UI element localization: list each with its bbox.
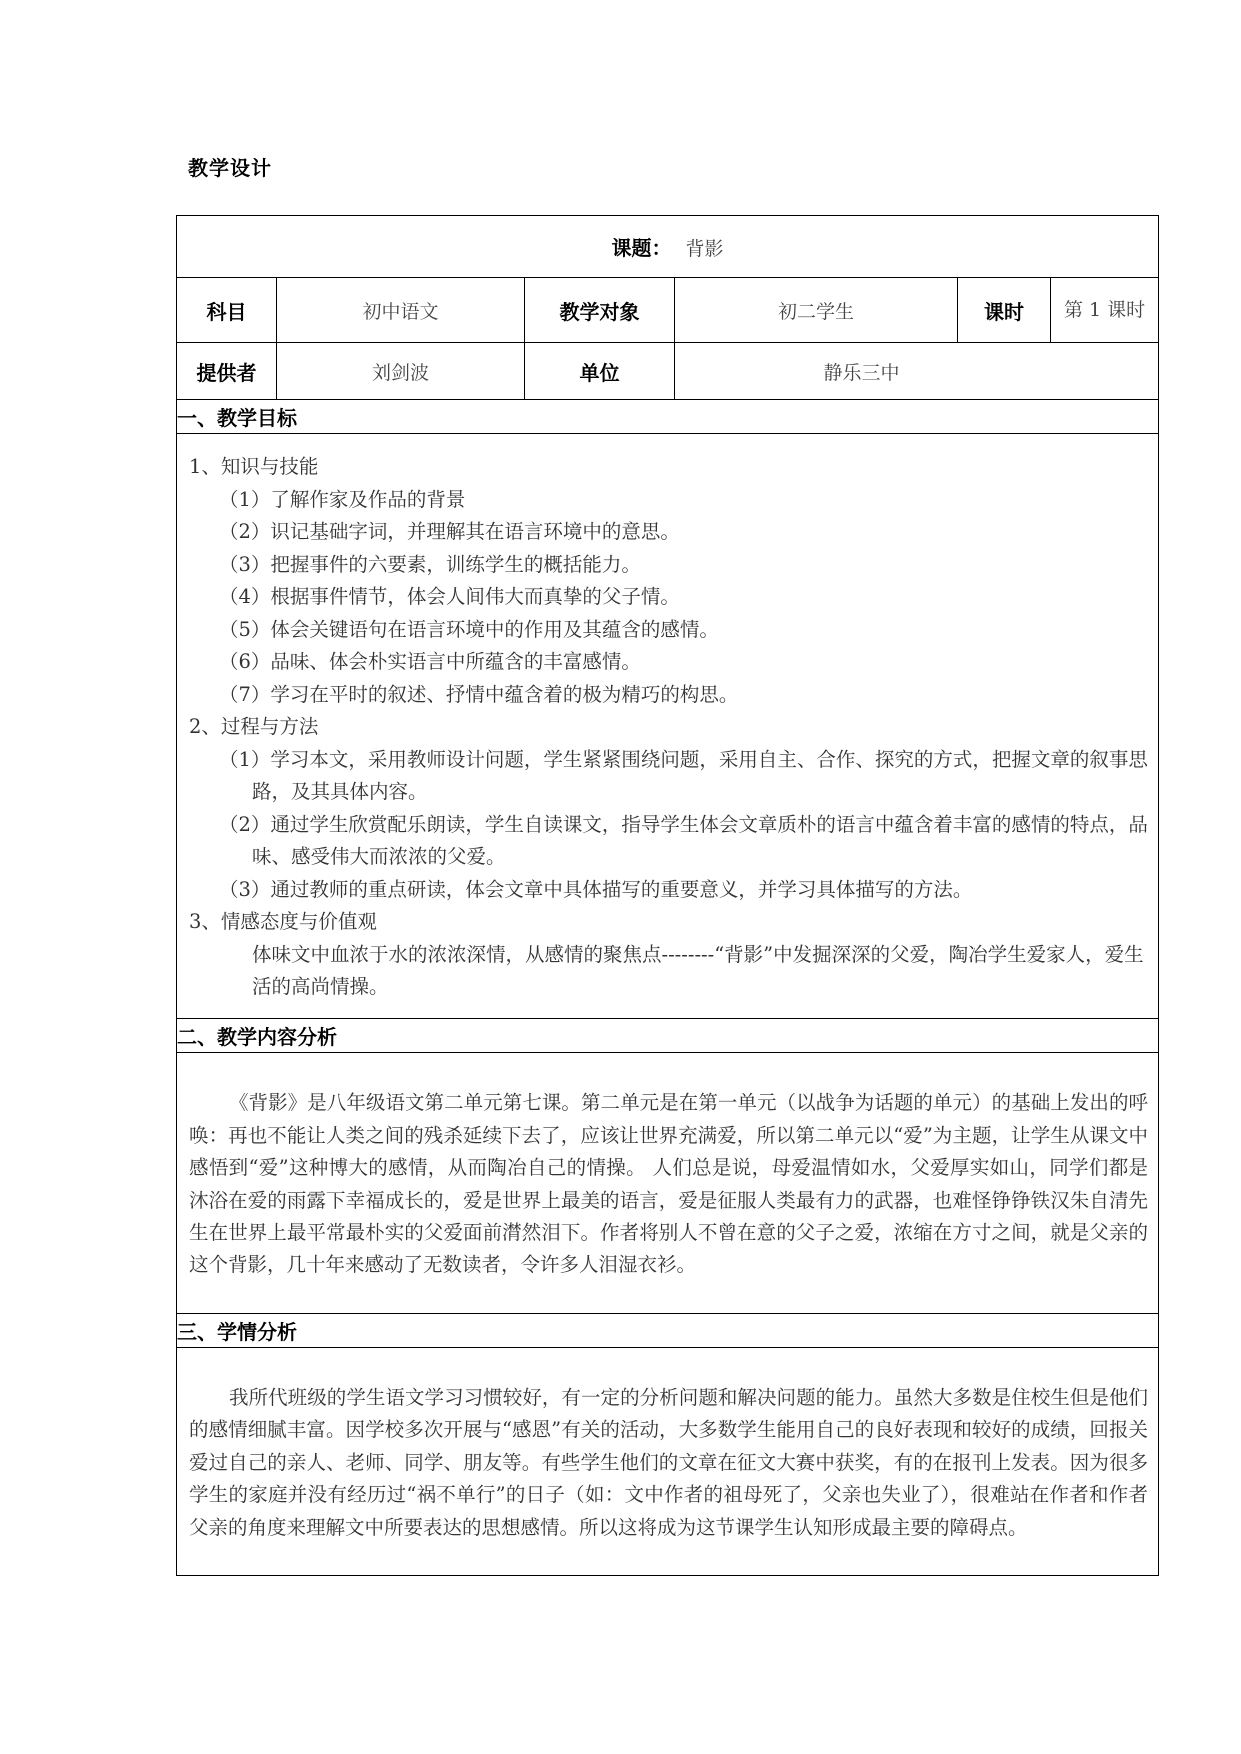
objective-heading: 1、知识与技能 <box>189 455 319 479</box>
objective-item: （3）把握事件的六要素，训练学生的概括能力。 <box>219 552 641 576</box>
unit-value: 静乐三中 <box>675 343 1159 400</box>
objective-item: （3）通过教师的重点研读，体会文章中具体描写的重要意义，并学习具体描写的方法。 <box>219 877 973 901</box>
objective-item: （2）通过学生欣赏配乐朗读，学生自读课文，指导学生体会文章质朴的语言中蕴含着丰富的感情的特点，品味、感受伟大而浓浓的父爱。 <box>219 812 1148 869</box>
subject-label: 科目 <box>177 278 277 343</box>
period-value: 第 1 课时 <box>1051 278 1159 343</box>
section-learner-analysis-body <box>177 1348 1159 1576</box>
document-title: 教学设计 <box>188 156 272 180</box>
topic-cell <box>177 216 1159 278</box>
audience-label: 教学对象 <box>525 278 675 343</box>
period-label: 课时 <box>958 278 1051 343</box>
section-content-analysis-heading: 二、教学内容分析 <box>177 1019 1159 1053</box>
provider-row <box>177 343 1159 400</box>
objective-item: （5）体会关键语句在语言环境中的作用及其蕴含的感情。 <box>219 617 719 641</box>
lesson-design-table <box>176 215 1159 1576</box>
objective-item: （7）学习在平时的叙述、抒情中蕴含着的极为精巧的构思。 <box>219 682 739 706</box>
objectives-list <box>177 448 1158 1004</box>
unit-label: 单位 <box>525 343 675 400</box>
objective-item: （2）识记基础字词，并理解其在语言环境中的意思。 <box>219 520 680 544</box>
objective-heading: 2、过程与方法 <box>189 715 319 739</box>
subject-value: 初中语文 <box>277 278 525 343</box>
content-analysis-paragraph: 《背影》是八年级语文第二单元第七课。第二单元是在第一单元（以战争为话题的单元）的基础上发出的呼唤：再也不能让人类之间的残杀延续下去了，应该让世界充满爱，所以第二单元以“爱”为主题，让学生从课文中感悟到“爱”这种博大的感情，从而陶冶自己的情操。 人们总是说，母爱温情如水，父爱厚实如山，同学们都是沐浴在爱的雨露下幸福成长的，爱是世界上最美的语言，爱是征服人类最有力的武器，也难怪铮铮铁汉朱自清先生在世界上最平常最朴实的父爱面前潸然泪下。作者将别人不曾在意的父子之爱，浓缩在方寸之间，就是父亲的这个背影，几十年来感动了无数读者，令许多人泪湿衣衫。 <box>189 1091 1149 1277</box>
objective-item: （1）学习本文，采用教师设计问题，学生紧紧围绕问题，采用自主、合作、探究的方式，把握文章的叙事思路，及其具体内容。 <box>219 747 1148 804</box>
section-learner-analysis-heading: 三、学情分析 <box>177 1314 1159 1348</box>
objective-heading: 3、情感态度与价值观 <box>189 910 377 934</box>
objective-item: （1）了解作家及作品的背景 <box>219 487 466 511</box>
section-objectives-heading: 一、教学目标 <box>177 400 1159 434</box>
section-objectives-body <box>177 434 1159 1019</box>
section-objectives-header <box>177 400 1159 434</box>
section-content-analysis-header <box>177 1019 1159 1053</box>
objective-item: 体味文中血浓于水的浓浓深情，从感情的聚焦点--------“背影”中发掘深深的父爱，陶冶学生爱家人，爱生活的高尚情操。 <box>252 942 1144 999</box>
provider-value: 刘剑波 <box>277 343 525 400</box>
audience-value: 初二学生 <box>675 278 958 343</box>
topic-row <box>177 216 1159 278</box>
learner-analysis-paragraph: 我所代班级的学生语文学习习惯较好，有一定的分析问题和解决问题的能力。虽然大多数是住校生但是他们的感情细腻丰富。因学校多次开展与“感恩”有关的活动，大多数学生能用自己的良好表现和较好的成绩，回报关爱过自己的亲人、老师、同学、朋友等。有些学生他们的文章在征文大赛中获奖，有的在报刊上发表。因为很多学生的家庭并没有经历过“祸不单行”的日子（如：文中作者的祖母死了，父亲也失业了），很难站在作者和作者父亲的角度来理解文中所要表达的思想感情。所以这将成为这节课学生认知形成最主要的障碍点。 <box>189 1385 1149 1539</box>
topic-label: 课题： <box>611 236 672 260</box>
objective-item: （4）根据事件情节，体会人间伟大而真挚的父子情。 <box>219 585 680 609</box>
objective-item: （6）品味、体会朴实语言中所蕴含的丰富感情。 <box>219 650 641 674</box>
provider-label: 提供者 <box>177 343 277 400</box>
section-learner-analysis-header <box>177 1314 1159 1348</box>
topic-value: 背影 <box>685 238 724 260</box>
subject-row <box>177 278 1159 343</box>
section-content-analysis-body <box>177 1053 1159 1314</box>
